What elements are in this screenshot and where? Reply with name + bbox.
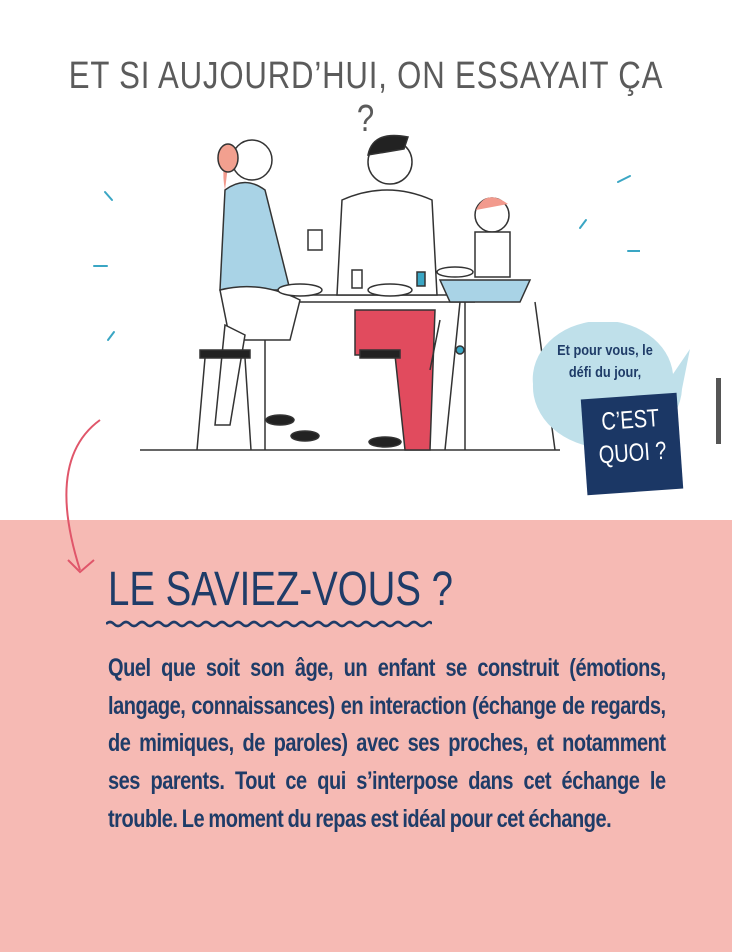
bubble-text: Et pour vous, le défi du jour, — [557, 342, 653, 381]
badge-line-1: C’EST — [600, 404, 661, 437]
page-title: ET SI AUJOURD’HUI, ON ESSAYAIT ÇA ? — [68, 55, 664, 140]
badge-line-2: QUOI ? — [597, 436, 668, 470]
challenge-badge — [581, 393, 683, 495]
scrollbar-thumb[interactable] — [716, 378, 721, 444]
info-paragraph: Quel que soit son âge, un enfant se construit (émotions, langage, connaissances) en interaction (échange de regards, de mimiques, de paroles) avec ses proches, et notamment ses parents. Tout ce qui s’interpose dans cet échange le trouble. Le moment du repas est idéal pour cet échange. — [108, 654, 666, 833]
wavy-underline — [106, 618, 432, 630]
section-title: LE SAVIEZ-VOUS ? — [108, 563, 453, 616]
